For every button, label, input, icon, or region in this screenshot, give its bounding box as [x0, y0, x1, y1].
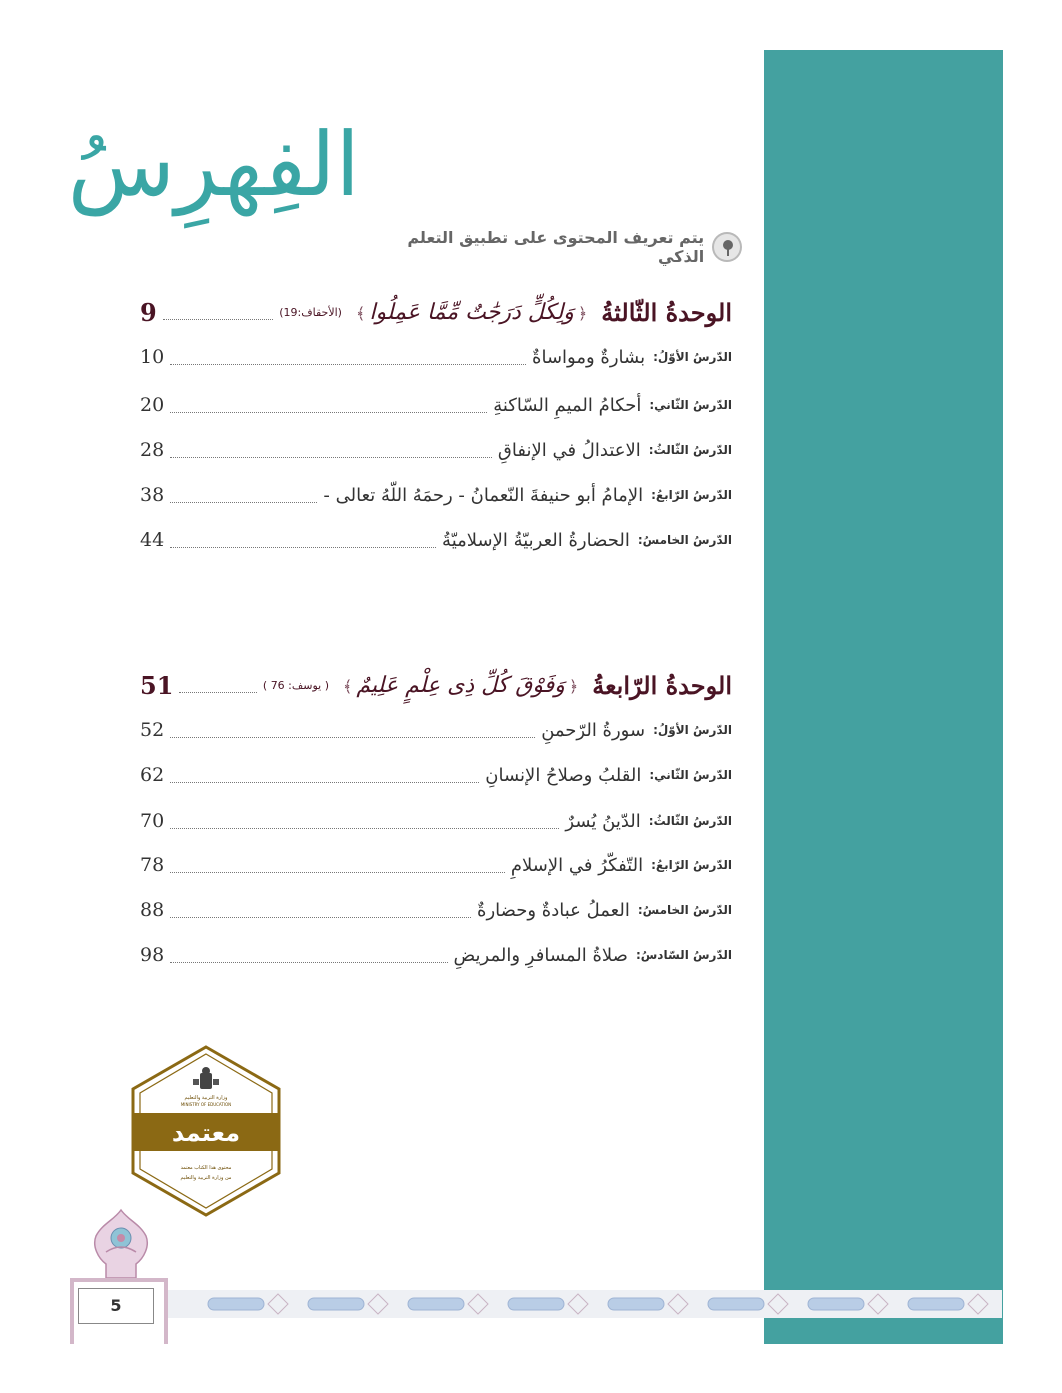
lesson-row[interactable] [140, 806, 732, 836]
dot-leader [170, 782, 479, 783]
dot-leader [170, 457, 492, 458]
lesson-label: الدّرسُ الثّاني: [649, 768, 732, 782]
unit-verse: ﴿وَفَوْقَ كُلِّ ذِى عِلْمٍ عَلِيمٌ﴾ [343, 672, 579, 698]
floral-ornament-icon [84, 1206, 158, 1280]
decorative-border-strip [168, 1290, 1002, 1318]
approved-word: معتمد [171, 1119, 241, 1147]
lesson-page-number: 52 [140, 719, 165, 741]
dot-leader [170, 737, 535, 738]
lesson-row[interactable] [140, 895, 732, 925]
lesson-page-number: 44 [140, 529, 165, 551]
ministry-ar: وزارة التربية والتعليم [184, 1095, 228, 1101]
lesson-title: بشارةٌ ومواساةٌ [532, 346, 646, 368]
lesson-label: الدّرسُ الرّابعُ: [651, 858, 732, 872]
lesson-label: الدّرسُ الخامسُ: [637, 903, 732, 917]
lesson-row[interactable] [140, 850, 732, 880]
lesson-row[interactable] [140, 715, 732, 745]
smart-note-text: يتم تعريف المحتوى على تطبيق التعلم الذكي [407, 228, 705, 266]
lesson-page-number: 38 [140, 484, 165, 506]
dot-leader [163, 319, 274, 320]
verse-reference: ( يوسف: 76 ) [262, 678, 330, 692]
dot-leader [170, 412, 487, 413]
lesson-page-number: 20 [140, 394, 165, 416]
smart-learning-note [358, 228, 742, 266]
stamp-note-line-2: من وزارة التربية والتعليم [180, 1175, 232, 1181]
lesson-row[interactable] [140, 760, 732, 790]
approval-stamp [131, 1045, 281, 1217]
unit-page-number: 51 [140, 670, 174, 700]
unit-title: الوحدةُ الثّالثةُ [601, 297, 732, 327]
lesson-title: الحضارةُ العربيّةُ الإسلاميّةُ [442, 529, 630, 551]
lesson-page-number: 28 [140, 439, 165, 461]
unit-page-number: 9 [140, 297, 157, 327]
lesson-page-number: 62 [140, 764, 165, 786]
emblem-icon [193, 1067, 219, 1089]
lesson-title: التّفكّرُ في الإسلامِ [510, 854, 644, 876]
lesson-label: الدّرسُ الرّابعُ: [651, 488, 732, 502]
lesson-row[interactable] [140, 480, 732, 510]
unit-verse: ﴿وَلِكُلٍّ دَرَجَٰتٌ مِّمَّا عَمِلُوا﴾ [355, 299, 588, 325]
lesson-title: سورةُ الرّحمنِ [541, 719, 646, 741]
lesson-title: العملُ عبادةٌ وحضارةٌ [477, 899, 630, 921]
dot-leader [170, 962, 447, 963]
ministry-en: MINISTRY OF EDUCATION [180, 1102, 232, 1107]
lesson-page-number: 98 [140, 944, 165, 966]
dot-leader [170, 364, 526, 365]
lesson-page-number: 10 [140, 346, 165, 368]
lesson-title: الإمامُ أبو حنيفةَ النّعمانُ - رحمَهُ اللّهُ تعالى - [323, 484, 644, 506]
unit-title: الوحدةُ الرّابعةُ [592, 670, 732, 700]
unit-heading[interactable] [140, 665, 732, 705]
dot-leader [170, 502, 317, 503]
page-title: الفِهرِسُ [67, 113, 360, 216]
lesson-row[interactable] [140, 525, 732, 555]
page-number: 5 [110, 1296, 122, 1315]
dot-leader [170, 872, 505, 873]
dot-leader [170, 547, 436, 548]
lesson-page-number: 88 [140, 899, 165, 921]
lesson-label: الدّرسُ الخامسُ: [637, 533, 732, 547]
lesson-row[interactable] [140, 435, 732, 465]
lesson-row[interactable] [140, 390, 732, 420]
verse-reference: (الأحقاف:19) [279, 305, 342, 319]
unit-heading[interactable] [140, 292, 732, 332]
lesson-title: القلبُ وصلاحُ الإنسانِ [485, 764, 642, 786]
smart-app-icon [712, 232, 742, 262]
lesson-label: الدّرسُ الأوّلُ: [653, 350, 732, 364]
lesson-label: الدّرسُ الثّاني: [649, 398, 732, 412]
dot-leader [170, 917, 471, 918]
lesson-title: صلاةُ المسافرِ والمريضِ [453, 944, 628, 966]
lesson-page-number: 78 [140, 854, 165, 876]
lesson-row[interactable] [140, 940, 732, 970]
lesson-label: الدّرسُ السّادسُ: [635, 948, 732, 962]
lesson-row[interactable] [140, 342, 732, 372]
dot-leader [170, 828, 559, 829]
teal-side-band [764, 50, 1003, 1344]
dot-leader [179, 692, 256, 693]
lesson-label: الدّرسُ الثّالثُ: [648, 443, 732, 457]
lesson-title: أحكامُ الميمِ السّاكنةِ [493, 394, 642, 416]
lesson-title: الدّينُ يُسرٌ [565, 810, 641, 832]
lesson-page-number: 70 [140, 810, 165, 832]
stamp-note-line-1: محتوى هذا الكتاب معتمد [180, 1165, 232, 1171]
lesson-label: الدّرسُ الثّالثُ: [648, 814, 732, 828]
lesson-title: الاعتدالُ في الإنفاقِ [497, 439, 641, 461]
lesson-label: الدّرسُ الأوّلُ: [653, 723, 732, 737]
